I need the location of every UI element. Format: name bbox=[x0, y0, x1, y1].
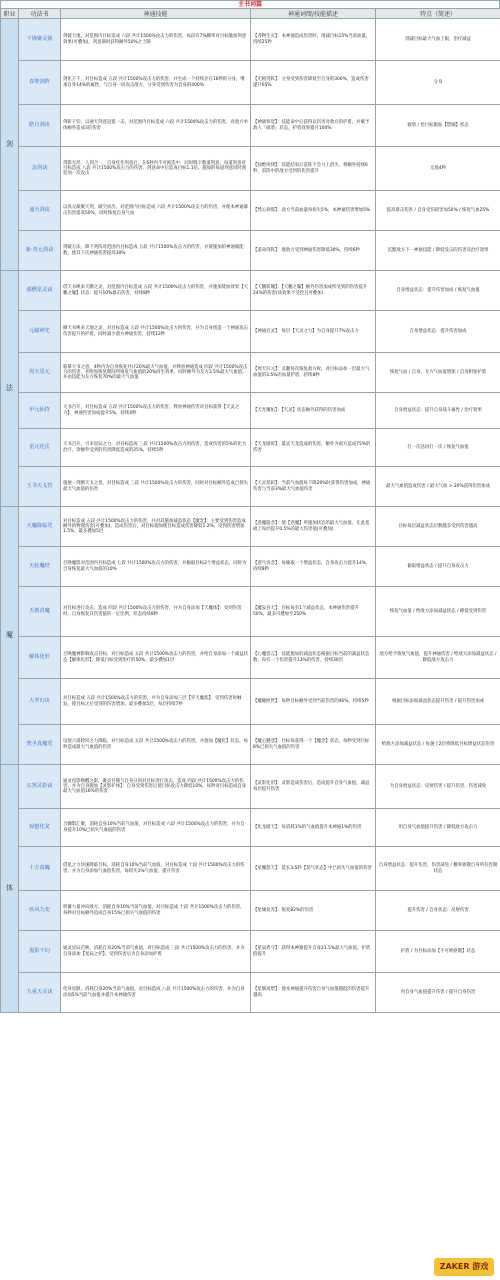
skill-features: 分身 bbox=[376, 61, 500, 105]
skill-features: 用自身气血值提升伤害 / 降低敌方攻击力 bbox=[376, 809, 500, 847]
table-row bbox=[1, 847, 500, 891]
skill-description: 通灵夜影唤醒之影，聚灵目随与自身分别对目标进行攻击，造成 四段 共计1500%攻击力的伤害，并为自身施加【灵影护体】：自身受到伤害后使目标攻击力降低10%，每秒对目标造成自身最大气血值16%的伤害 bbox=[61, 765, 251, 809]
skill-features: 打一次送再打一次 / 恢复气血值 bbox=[376, 429, 500, 467]
skill-enchant: 【天灵怒斩】：当前气血值每下降20%时获得伤害加成，神通伤害与当前3%最大气血值伤害 bbox=[251, 467, 376, 507]
table-row bbox=[1, 393, 500, 429]
skill-features: 削减目标最大气血上限，治疗减益 bbox=[376, 19, 500, 61]
header-enchant: 神通词缀/技能描述 bbox=[251, 9, 376, 19]
skill-book-name[interactable]: 千锋聚灵剑 bbox=[19, 19, 61, 61]
header-row bbox=[1, 9, 500, 19]
skill-features: 自身增益状态：提升伤害加成 / 恢复气血值 bbox=[376, 271, 500, 311]
skill-description: 天书召开，引来星辰之力，对目标造成 三段 共计1500%攻击力的伤害，造成伤害的5%转化为治疗，余额外受到的伤害降低造成的25%，持续5秒 bbox=[61, 429, 251, 467]
skill-description: 合骤影汇聚，消耗自身10%当前气血值，对目标造成 六段 共计1500%攻击力的伤害，并为自身提升10%已损失气血值的伤害 bbox=[61, 809, 251, 847]
skill-features: 自身增益状态：提升伤害，伤害减免 / 概率驱散自身所有控制状态 bbox=[376, 847, 500, 891]
skill-enchant: 【周天归元】：灵翻每次恢复敌方时，对目标添加一层最大气血值的3.5%的血量护盾，持续8秒 bbox=[251, 353, 376, 393]
skill-features: 自身增益状态：提升伤害加成 bbox=[376, 311, 500, 353]
skill-enchant: 【无极剑阵】：分身受到伤害降低至自身的300%，造成伤害提升65% bbox=[251, 61, 376, 105]
skill-description: 借天书唤来天鹏之灵，对范围内目标造成 五段 共计1500%攻击力的伤害，并施加焚血效果【天鹏之喙】状态：提升10%暴击伤害，持续8秒 bbox=[61, 271, 251, 311]
skill-book-name[interactable]: 春黎剑阵 bbox=[19, 61, 61, 105]
skill-features: 无敌4秒 bbox=[376, 147, 500, 191]
skill-enchant: 【星辰盾守】：获得本神通提升自身21.5%最大气血值、护盾值提升 bbox=[251, 931, 376, 973]
skill-description: 对目标造成 五段 共计1500%攻击力的伤害，并对其施加减益状态【魔念】：主要受到伤害造成额外的物理伤害(可叠加)，造成伤害后，对目标施加使目标造成伤害降低1.2%，受到伤害增加1.5%，最多叠加5层 bbox=[61, 507, 251, 547]
skill-enchant: 【化龙破天】：每消耗1%的气血值提升本神通1%的伤害 bbox=[251, 809, 376, 847]
skill-description: 以真元凝聚天剑，破空而出，对范围内目标造成 六段 共计1500%攻击力的伤害，并使本神通暴击伤害提高50%，同时恢复自身气血 bbox=[61, 191, 251, 231]
skill-enchant: 【天鹏斩魄】：【天鹏之喙】额外伤害加成所受到的伤害提升24%的伤害(该效果不受控且可叠加) bbox=[251, 271, 376, 311]
skill-book-name[interactable]: 周天星元 bbox=[19, 353, 61, 393]
skill-book-name[interactable]: 天刹真魔 bbox=[19, 587, 61, 637]
skill-description: 积蓄力量冲向敌方，消耗自身10%当前气血值，对目标造成 十段 共计1500%攻击力的伤害，每秒对目标额外造成自身15%已损失气血值的伤害 bbox=[61, 891, 251, 931]
skill-enchant: 【星魄怒天】：延长3.5秒【怒气状态】中已损失气血值的伤害 bbox=[251, 847, 376, 891]
skill-features: 沉默敌方下一神通技能 / 降低受击的伤害及治疗效果 bbox=[376, 231, 500, 271]
table-row bbox=[1, 147, 500, 191]
skill-book-name[interactable]: 新·青元剑诀 bbox=[19, 231, 61, 271]
table-row bbox=[1, 191, 500, 231]
skill-enchant: 【天光覆佑】：【天灵】状态额外获得的伤害加成 bbox=[251, 393, 376, 429]
skill-enchant: 【惑魔隐念】：使【惑魔】所施加状态的最大气血值，在此基础上每层提升0.5%的最大伤害值(可叠加) bbox=[251, 507, 376, 547]
skill-enchant: 【星骸再塑】：使本神通提升伤害自身气血值越低的伤害提升越高 bbox=[251, 973, 376, 1013]
skill-description: 剑斩干钧，以通天剑意冠冕一击。对范围内目标造成 六段 共计1500%攻击力的伤害，对敌方单体额外造成3倍伤害 bbox=[61, 105, 251, 147]
skill-book-name[interactable]: 甲元仙符 bbox=[19, 393, 61, 429]
skill-enchant: 【魔心魅惑】：目标每获得一个【魔念】状态，每秒受到目标8%已损失气血值的伤害 bbox=[251, 725, 376, 765]
skill-enchant: 【神通惊觉】：技能命中后获得以伤害对敌方的护盾，并赋予敌人「破盾」状态，护盾效果提升100% bbox=[251, 105, 376, 147]
skill-features: 提高暴击伤害 / 自身受伤损害加50% / 恢复气血25% bbox=[376, 191, 500, 231]
skill-enchant: 【齐物生灭】：本神通造成伤害时，削减目标15%当前血量，持续25秒 bbox=[251, 19, 376, 61]
skill-book-name[interactable]: 十方真魄 bbox=[19, 847, 61, 891]
table-row bbox=[1, 507, 500, 547]
table-row bbox=[1, 679, 500, 725]
table-row bbox=[1, 467, 500, 507]
header-category: 职业 bbox=[1, 9, 19, 19]
skill-features: 恢复气血 / 自身、友方气血值增加 / 自身附加护盾 bbox=[376, 353, 500, 393]
skill-book-name[interactable]: 念剑诀 bbox=[19, 147, 61, 191]
skill-features: 偷取增益状态 / 提升自身攻击力 bbox=[376, 547, 500, 587]
table-row bbox=[1, 891, 500, 931]
skill-book-name[interactable]: 惑燃星灵诀 bbox=[19, 271, 61, 311]
skill-book-name[interactable]: 惊蛰化龙 bbox=[19, 809, 61, 847]
skill-features: 敌方给予恢复气血值，提升神通伤害 / 给敌方添加减益状态 / 降低敌方攻击力 bbox=[376, 637, 500, 679]
skill-features: 破盾 / 恰目标施加【禁锢】状态 bbox=[376, 105, 500, 147]
skill-description: 对目标进行攻击，造成 四段 共计1500%攻击力的伤害，并为自身添加【天魔体】：受到伤害时，自身恢复其伤害值的一定比例，状态持续8秒 bbox=[61, 587, 251, 637]
skill-book-name[interactable]: 星元化岳 bbox=[19, 429, 61, 467]
table-row bbox=[1, 353, 500, 393]
table-row bbox=[1, 973, 500, 1013]
skill-description: 剑影无形，人剑合一，自身化作剑意后，在6秒内不可被选中，同时降下数道剑意，每道剑意对目标造成 八段 共计1500%攻击力的伤害，剑意命中后造成目标1.1倍。施加的每道剑意同时刻追加一次攻击 bbox=[61, 147, 251, 191]
table-row bbox=[1, 637, 500, 679]
skill-enchant: 【天龙破碎】：最灵天龙造成的伤害，额外为敌方造成75%的伤害 bbox=[251, 429, 376, 467]
skill-features: 根据目标添加减益状态提升伤害 / 提升伤害加成 bbox=[376, 679, 500, 725]
sheet-title: 主书词篇 bbox=[0, 0, 500, 8]
skill-description: 对目标造成 五段 共计1500%攻击力的伤害，并为自身添加三层【罗天魔焰】：受到伤害时触发，使目标之后受到的伤害增加，最多叠加5层，每层持续7秒 bbox=[61, 679, 251, 725]
skill-enchant: 【魔瞳照世】：每秒目标额外受到当前伤害的46%，持续5秒 bbox=[251, 679, 376, 725]
skill-enchant: 【魔妄吞天】：目标每有1个减益状态，本神通伤害提升50%，最多可叠加至250% bbox=[251, 587, 376, 637]
skill-description: 召唤魔神影响攻击目标，对目标造成 五段 共计1500%攻击力的伤害，并给自身添加一个减益状态【解体化形】，降低目标受到治疗的50%，最多叠加1层 bbox=[61, 637, 251, 679]
category-cell: 法 bbox=[1, 271, 19, 507]
skill-description: 召唤魔影对范围内目标造成 七段 共计1500%攻击力的伤害，并偷取目标2个增益状态，同时为自身恢复最大气血值的10% bbox=[61, 547, 251, 587]
skill-description: 剑破天地，对范围内目标造成 六段 共计1500%攻击力的伤害，每段有7%概率对目标施加剑意效果(可叠加)，剑意满时获得额外50%之上限 bbox=[61, 19, 251, 61]
skill-description: 借星之力快速降临目标，消耗自身10%当前气血值，对目标造成 十段 共计1500%攻击力的伤害，并为自身添加气血值伤害，每损失1%气血值，提升伤害 bbox=[61, 847, 251, 891]
skill-book-name[interactable]: 混影千幻 bbox=[19, 931, 61, 973]
table-row bbox=[1, 587, 500, 637]
skill-enchant: 【惑气吞念】：每偷取一个增益状态，自身攻击力提升14%，持续8秒 bbox=[251, 547, 376, 587]
table-row bbox=[1, 19, 500, 61]
skill-description: 设使六道轮回之力降临，对目标造成 五段 共计1500%攻击力的伤害，并施加【魔化】状态，每秒造成最大气血值的伤害 bbox=[61, 725, 251, 765]
skill-description: 通灵星辰召唤，消耗自身20%当前气血值，对目标造成 三段 共计1500%攻击力的伤害，并为自身添加【星辰之护】，受到伤害后为自身添加护盾 bbox=[61, 931, 251, 973]
table-row bbox=[1, 931, 500, 973]
skill-description: 天书召开，对目标造成 五段 共计1500%攻击力的伤害，释放神通伤害对目标获得【天灵之力】，神通伤害加成提升5%，持续4秒 bbox=[61, 393, 251, 429]
skill-enchant: 【灵影化形】：灵影造成伤害后，造成提升自身气血值，减益每层提升伤害 bbox=[251, 765, 376, 809]
skill-book-name[interactable]: 皓月剑诀 bbox=[19, 105, 61, 147]
table-row bbox=[1, 311, 500, 353]
skill-features: 给敌方添加减益状态 / 每盏上2层将降低目标增益状态伤害 bbox=[376, 725, 500, 765]
skill-enchant: 【道命剑阵】：使敌方受到神通伤害降低30%，持续6秒 bbox=[251, 231, 376, 271]
skill-description: 施展一剑断天戈之意，对目标造成 三段 共计1500%攻击力的伤害，同时对目标额外造成已损失最大气血值的伤害 bbox=[61, 467, 251, 507]
category-cell: 剑 bbox=[1, 19, 19, 271]
skill-features: 为自身增益状态：反射伤害 / 提升伤害，伤害减免 bbox=[376, 765, 500, 809]
skill-description: 剑化万千，对目标造成 五段 共计1500%攻击力的伤害，并生成一个持续存在16秒的分身，继承自身14%的属性，与自身一同攻击敌方，分身受到伤害为自身的400% bbox=[61, 61, 251, 105]
skill-book-name[interactable]: 梵圣真魔咒 bbox=[19, 725, 61, 765]
skill-description: 操天书唤来天地之灵，对目标造成 五段 共计1500%攻击力的伤害，并为自身创造一个神通攻击伤害提升的护盾，同时减少敌方神通伤害，持续12秒 bbox=[61, 311, 251, 353]
skill-enchant: 【梵心刹那】：敌方当前血量每损失5%，本神通伤害增加5% bbox=[251, 191, 376, 231]
header-magic-skill: 神通技能 bbox=[61, 9, 251, 19]
header-features: 特点（简述） bbox=[376, 9, 500, 19]
skill-features: 用自身气血值提升伤害 / 提升自身伤害 bbox=[376, 973, 500, 1013]
skill-book-name[interactable]: 通天剑诀 bbox=[19, 191, 61, 231]
skill-enchant: 【心魔惑言】：技能施加的减益状态根据目标当前的减益状态数，每有一个伤害提升13%的伤害，持续30层 bbox=[251, 637, 376, 679]
skill-book-name[interactable]: 玉书天戈符 bbox=[19, 467, 61, 507]
skill-features: 提升伤害 / 自身状态：反射伤害 bbox=[376, 891, 500, 931]
skill-book-name[interactable]: 九重天灵诀 bbox=[19, 973, 61, 1013]
skill-enchant: 【神通启灵】：每层【天灵之力】为自身提升7%攻击力 bbox=[251, 311, 376, 353]
skill-features: 自身增益状态：提升自身战斗属性 / 治疗效果 bbox=[376, 393, 500, 429]
skill-features: 护盾 / 为目标添加【不可被驱散】状态 bbox=[376, 931, 500, 973]
skill-description: 剑破万法，降下剑阵对范围内目标造成 五段 共计1500%攻击力的伤害，并使施加的神通储能数，使其下次神通伤害提高30% bbox=[61, 231, 251, 271]
table-row bbox=[1, 61, 500, 105]
table-row bbox=[1, 271, 500, 311]
table-row bbox=[1, 105, 500, 147]
skill-book-name[interactable]: 天魔降临咒 bbox=[19, 507, 61, 547]
header-skill-book: 功法书 bbox=[19, 9, 61, 19]
category-cell: 魔 bbox=[1, 507, 19, 765]
skill-features: 恢复气血值 / 给敌方添加减益状态 / 降低受到伤害 bbox=[376, 587, 500, 637]
skill-book-name[interactable]: 玄煞灵影诀 bbox=[19, 765, 61, 809]
skill-book-name[interactable]: 元磁神光 bbox=[19, 311, 61, 353]
skill-enchant: 【星壤复苏】：恢复82%的伤害 bbox=[251, 891, 376, 931]
watermark-logo: ZAKER 游戏 bbox=[434, 1258, 494, 1276]
table-row bbox=[1, 231, 500, 271]
skill-book-name[interactable]: 天轮魔经 bbox=[19, 547, 61, 587]
skill-book-name[interactable]: 解体化形 bbox=[19, 637, 61, 679]
skill-table bbox=[0, 8, 500, 1013]
skill-features: 最大气血值造成伤害 / 最大气血 > 20%获得伤害加成 bbox=[376, 467, 500, 507]
skill-book-name[interactable]: 疾风九变 bbox=[19, 891, 61, 931]
table-row bbox=[1, 725, 500, 765]
category-cell: 体 bbox=[1, 765, 19, 1013]
skill-features: 目标每层减益状态层数越多受到伤害越高 bbox=[376, 507, 500, 547]
table-row bbox=[1, 429, 500, 467]
skill-book-name[interactable]: 大罗幻诀 bbox=[19, 679, 61, 725]
table-row bbox=[1, 809, 500, 847]
skill-enchant: 【仙绝风律】：技能结束后雷阵不会马上消失，将额外持续6秒，雷阵中的敌方受到的伤害提升 bbox=[251, 147, 376, 191]
table-row bbox=[1, 765, 500, 809]
skill-description: 化身星骸，消耗自身20%当前气血值，对目标造成 八段 共计1500%攻击力的伤害，并为自身添加5%当前气血值并提升本神通伤害 bbox=[61, 973, 251, 1013]
table-row bbox=[1, 547, 500, 587]
skill-description: 临摹天书之意，4秒内为自身恢复共计20%最大气血值，并释放神通造成 四段 共计1500%攻击力的伤害，并附加恢复期间所恢复气血值的20%回生效果，同时额外为友方3.5%最大气血值。并由技能为友方恢复70%的最大气血值 bbox=[61, 353, 251, 393]
